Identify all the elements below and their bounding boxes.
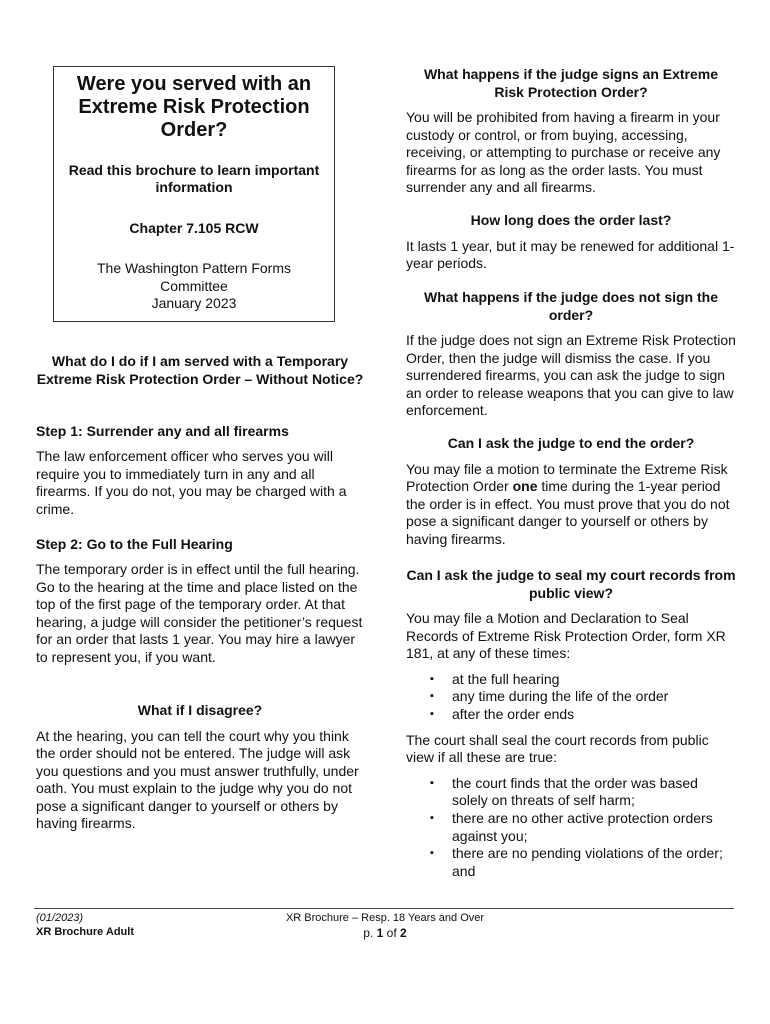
publication-date: January 2023 [151, 295, 237, 311]
court-text: The court shall seal the court records from public view if all these are true: [406, 731, 709, 766]
list-item: ▪ after the order ends [406, 706, 736, 724]
footer-form-name: XR Brochure Adult [36, 926, 134, 938]
disagree-heading: What if I disagree? [137, 702, 263, 718]
signs-section [406, 66, 736, 197]
page-prefix: p. [363, 926, 377, 940]
end-order-text [406, 461, 736, 549]
list-item: ▪ there are no pending violations of the order; and [406, 845, 736, 880]
end-order-text-a: You may file a motion to terminate the Extreme Risk Protection Order [406, 460, 728, 495]
footer-divider [34, 908, 734, 909]
step2-text: The temporary order is in effect until the full hearing. Go to the hearing at the time and place listed on the top of the first page of the temporary order. At that hearing, a judge will consider the petitioner’s request for an order that lasts 1 year. You may hire a lawyer to represent you, if you want. [36, 561, 363, 665]
not-signed-section [406, 289, 736, 420]
page-separator: of [383, 926, 401, 940]
end-order-section [406, 435, 736, 548]
duration-text: It lasts 1 year, but it may be renewed for additional 1-year periods. [406, 237, 735, 272]
duration-section [406, 212, 736, 273]
step1-heading: Step 1: Surrender any and all firearms [36, 423, 289, 439]
list-item: ▪ there are no other active protection orders against you; [406, 810, 736, 845]
signs-text: You will be prohibited from having a firearm in your custody or control, or from buying, accessing, receiving, or attempting to purchase or receive any firearms for as long as the order lasts. You must surrender any and all firearms. [406, 109, 721, 196]
footer-date-code: (01/2023) [36, 912, 84, 924]
temp-order-section [36, 353, 364, 388]
brochure-subtitle: Read this brochure to learn important information [68, 162, 320, 195]
seal-heading: Can I ask the judge to seal my court records from public view? [406, 567, 736, 601]
disagree-section [36, 702, 364, 833]
step1-section [36, 423, 364, 518]
brochure-title: Were you served with an Extreme Risk Protection Order? [76, 73, 312, 141]
chapter-reference: Chapter 7.105 RCW [129, 220, 259, 236]
seal-section [406, 567, 736, 880]
step2-section [36, 536, 364, 667]
footer-title: XR Brochure – Resp. 18 Years and Over [285, 912, 485, 924]
committee-name: The Washington Pattern Forms Committee [96, 260, 291, 294]
disagree-text: At the hearing, you can tell the court why you think the order should not be entered. The judge will ask you questions and you must answer truthfully, under oath. You must explain to the judge why you do not pose a significant danger to yourself or others by having firearms. [36, 727, 359, 832]
page-total: 2 [400, 926, 407, 940]
end-order-text-b: time during the 1-year period the order is in effect. You must prove that you do not pose a significant danger to yourself or others by having firearms. [406, 478, 730, 547]
temp-order-heading: What do I do if I am served with a Temporary Extreme Risk Protection Order – Without Notice? [36, 353, 364, 387]
title-box [53, 66, 335, 322]
end-order-heading: Can I ask the judge to end the order? [447, 435, 695, 451]
not-signed-text: If the judge does not sign an Extreme Risk Protection Order, then the judge will dismiss the case. If you surrendered firearms, you can ask the judge to sign an order to release weapons that you can give to law enforcement. [406, 332, 736, 419]
step1-text: The law enforcement officer who serves you will require you to immediately turn in any and all firearms. If you do not, you may be charged with a crime. [36, 448, 347, 517]
page-current: 1 [376, 926, 384, 940]
committee-credit [54, 260, 334, 313]
page-number [250, 926, 520, 940]
list-item: ▪ at the full hearing [406, 671, 736, 689]
list-item: ▪ the court finds that the order was based solely on threats of self harm; [406, 775, 736, 810]
seal-text: You may file a Motion and Declaration to Seal Records of Extreme Risk Protection Order, form XR 181, at any of these times: [406, 610, 726, 662]
step2-heading: Step 2: Go to the Full Hearing [36, 536, 233, 552]
seal-times-list [406, 671, 736, 724]
signs-heading: What happens if the judge signs an Extreme Risk Protection Order? [423, 66, 719, 100]
duration-heading: How long does the order last? [470, 212, 672, 228]
end-order-emphasis: one [512, 478, 538, 495]
court-conditions-list [406, 775, 736, 881]
list-item: ▪ any time during the life of the order [406, 688, 736, 706]
not-signed-heading: What happens if the judge does not sign the order? [424, 289, 718, 323]
